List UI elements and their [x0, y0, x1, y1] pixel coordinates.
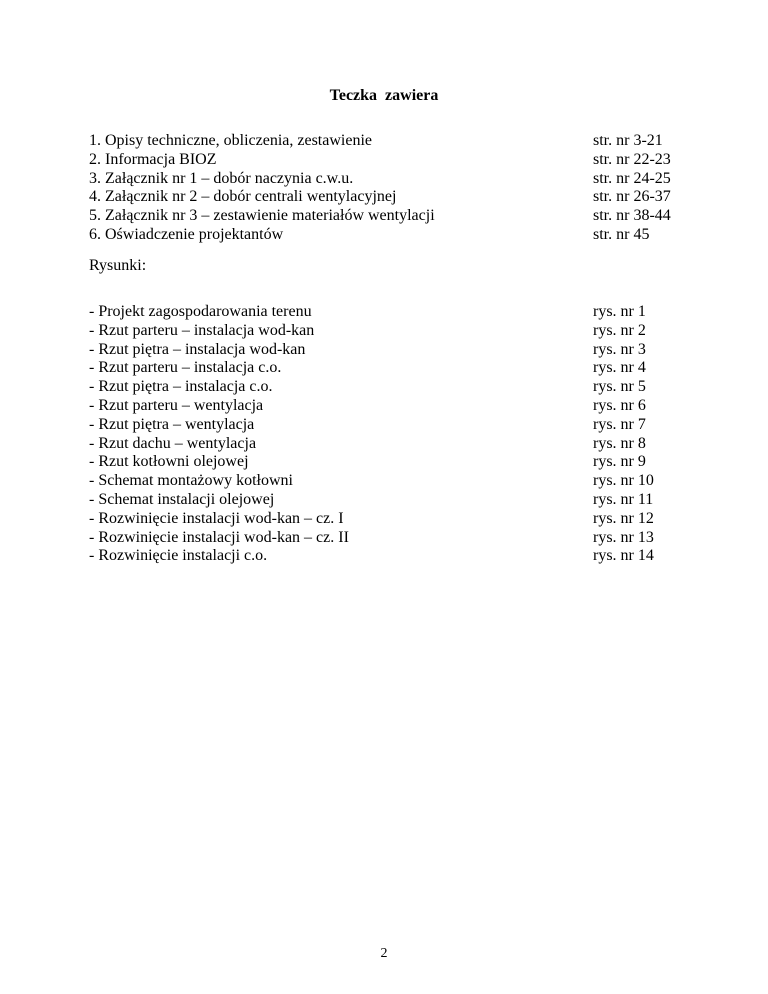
- contents-item-ref: str. nr 3-21: [593, 132, 663, 149]
- drawings-heading: Rysunki:: [89, 257, 147, 274]
- contents-item-ref: str. nr 24-25: [593, 169, 671, 187]
- drawing-item: [89, 416, 689, 435]
- drawing-item-ref: rys. nr 5: [593, 378, 646, 396]
- contents-item: [89, 132, 689, 151]
- drawing-item-ref: rys. nr 3: [593, 340, 646, 358]
- drawing-item-ref: rys. nr 13: [593, 528, 654, 546]
- drawing-item-ref: rys. nr 7: [593, 415, 646, 433]
- drawing-item: [89, 303, 689, 322]
- drawing-item-label: - Rzut parteru – instalacja wod-kan: [89, 321, 315, 339]
- contents-item-label: 5. Załącznik nr 3 – zestawienie materiałów wentylacji: [89, 207, 435, 225]
- drawing-item: [89, 529, 689, 548]
- drawing-item-label: - Rzut dachu – wentylacja: [89, 434, 257, 452]
- contents-item: [89, 207, 689, 226]
- drawing-item-ref: rys. nr 10: [593, 472, 654, 490]
- contents-item-label: 6. Oświadczenie projektantów: [89, 225, 284, 243]
- drawing-item-ref: rys. nr 8: [593, 434, 646, 452]
- contents-item-ref: str. nr 26-37: [593, 188, 671, 206]
- drawing-item-ref: rys. nr 6: [593, 396, 646, 414]
- contents-list: [89, 132, 689, 245]
- drawing-item: [89, 359, 689, 378]
- drawing-item: [89, 378, 689, 397]
- drawing-item: [89, 453, 689, 472]
- contents-item-label: 3. Załącznik nr 1 – dobór naczynia c.w.u.: [89, 169, 354, 187]
- contents-item-ref: str. nr 38-44: [593, 207, 671, 225]
- contents-item: [89, 151, 689, 170]
- contents-item-label: 2. Informacja BIOZ: [89, 150, 217, 168]
- drawing-item-label: - Rzut piętra – instalacja wod-kan: [89, 340, 306, 358]
- drawing-item-label: - Rozwinięcie instalacji c.o.: [89, 547, 268, 565]
- drawing-item-label: - Rozwinięcie instalacji wod-kan – cz. II: [89, 528, 349, 546]
- drawing-item-label: - Schemat montażowy kotłowni: [89, 472, 293, 490]
- drawing-item-label: - Rzut kotłowni olejowej: [89, 453, 249, 471]
- drawing-item: [89, 341, 689, 360]
- page-title: Teczka zawiera: [329, 87, 439, 104]
- drawing-item: [89, 472, 689, 491]
- drawing-item: [89, 322, 689, 341]
- contents-item: [89, 188, 689, 207]
- drawing-item-ref: rys. nr 4: [593, 359, 646, 377]
- drawings-list: [89, 303, 689, 566]
- drawing-item-ref: rys. nr 11: [593, 490, 654, 508]
- drawing-item-ref: rys. nr 1: [593, 303, 646, 320]
- contents-item-ref: str. nr 22-23: [593, 150, 671, 168]
- drawing-item: [89, 397, 689, 416]
- drawing-item-ref: rys. nr 9: [593, 453, 646, 471]
- drawing-item-label: - Rzut parteru – wentylacja: [89, 396, 264, 414]
- drawing-item-label: - Rzut parteru – instalacja c.o.: [89, 359, 282, 377]
- drawing-item: [89, 510, 689, 529]
- drawing-item-ref: rys. nr 12: [593, 509, 654, 527]
- contents-item-ref: str. nr 45: [593, 225, 650, 243]
- drawing-item-label: - Rzut piętra – wentylacja: [89, 415, 255, 433]
- drawing-item-label: - Rozwinięcie instalacji wod-kan – cz. I: [89, 509, 344, 527]
- drawing-item: [89, 435, 689, 454]
- contents-item-label: 4. Załącznik nr 2 – dobór centrali wentylacyjnej: [89, 188, 397, 206]
- contents-item-label: 1. Opisy techniczne, obliczenia, zestawienie: [89, 132, 372, 149]
- drawing-item-label: - Projekt zagospodarowania terenu: [89, 303, 312, 320]
- drawing-item-ref: rys. nr 14: [593, 547, 654, 565]
- contents-item: [89, 170, 689, 189]
- drawing-item: [89, 491, 689, 510]
- drawing-item-label: - Schemat instalacji olejowej: [89, 490, 275, 508]
- drawing-item: [89, 547, 689, 566]
- drawing-item-label: - Rzut piętra – instalacja c.o.: [89, 378, 273, 396]
- page-number: 2: [380, 946, 388, 961]
- drawing-item-ref: rys. nr 2: [593, 321, 646, 339]
- contents-item: [89, 226, 689, 245]
